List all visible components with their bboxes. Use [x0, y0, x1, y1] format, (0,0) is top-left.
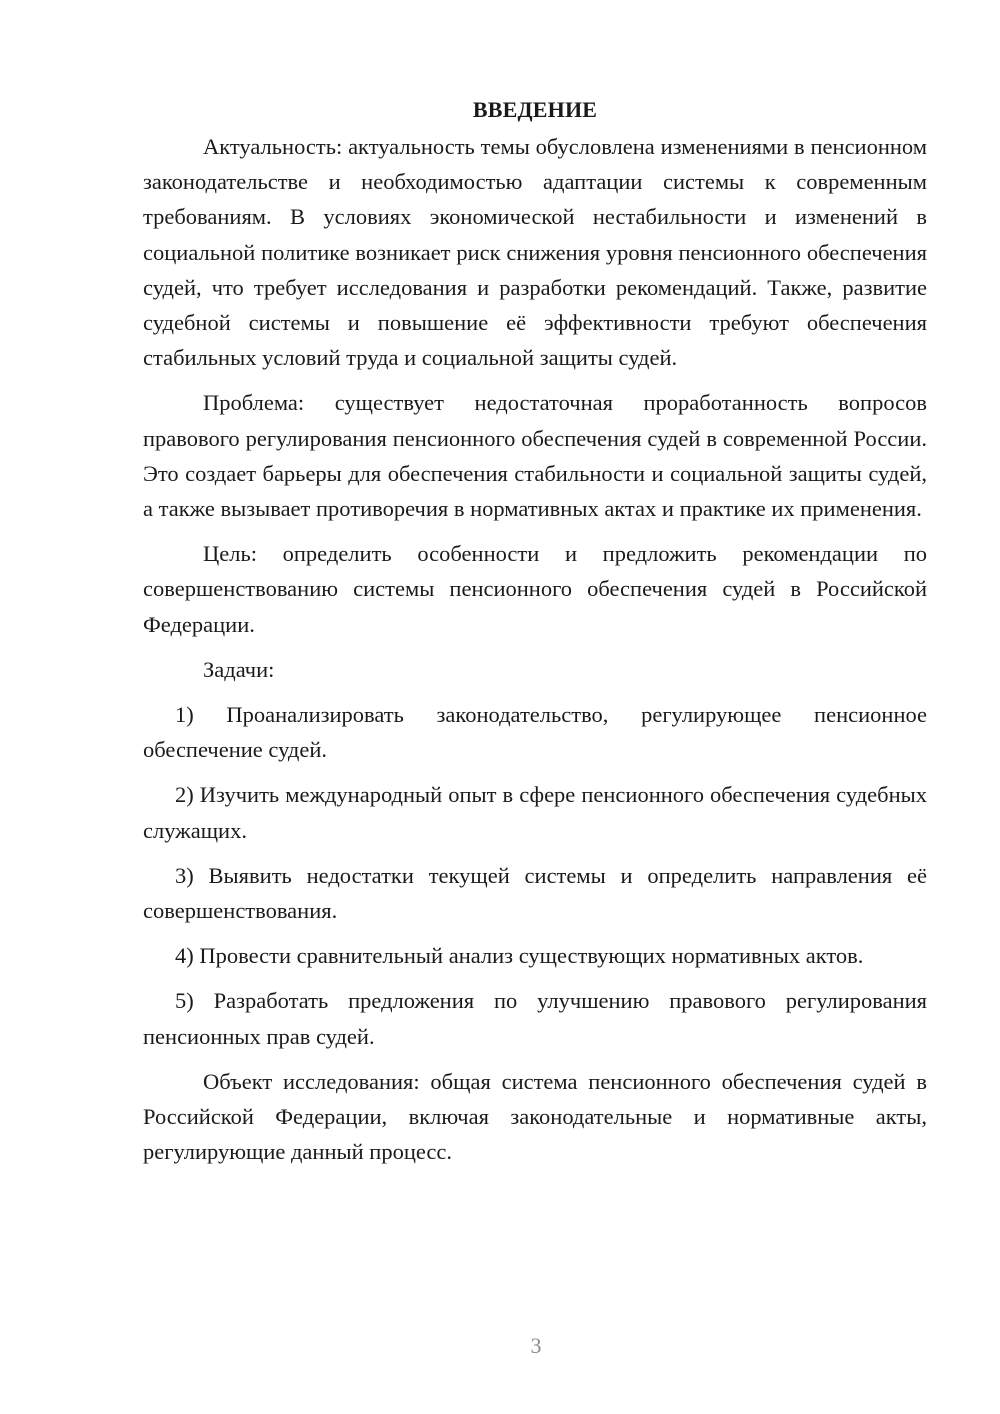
task-item-2: 2) Изучить международный опыт в сфере пенсионного обеспечения судебных служащих. [143, 782, 927, 843]
paragraph-object: Объект исследования: общая система пенсионного обеспечения судей в Российской Федерации, включая законодательные и нормативные акты, регулирующие данный процесс. [143, 1068, 927, 1165]
section-heading: ВВЕДЕНИЕ [472, 97, 598, 122]
page-content [143, 92, 927, 1179]
task-item-1: 1) Проанализировать законодательство, регулирующее пенсионное обеспечение судей. [143, 702, 927, 763]
task-item-5: 5) Разработать предложения по улучшению правового регулирования пенсионных прав судей. [143, 988, 927, 1049]
paragraph-goal: Цель: определить особенности и предложить рекомендации по совершенствованию системы пенсионного обеспечения судей в Российской Федерации. [143, 541, 927, 637]
tasks-label: Задачи: [203, 656, 275, 682]
paragraph-relevance: Актуальность: актуальность темы обусловлена изменениями в пенсионном законодательстве и необходимостью адаптации системы к современным требованиям. В условиях экономической нестабильности и изменений в социальной политике возникает риск снижения уровня пенсионного обеспечения судей, что требует исследования и разработки рекомендаций. Также, развитие судебной системы и повышение её эффективности требуют обеспечения стабильных условий труда и социальной защиты судей. [143, 134, 927, 371]
task-item-3: 3) Выявить недостатки текущей системы и определить направления её совершенствования. [143, 862, 927, 924]
page-number: 3 [530, 1333, 542, 1358]
task-item-4: 4) Провести сравнительный анализ существующих нормативных актов. [175, 943, 864, 969]
paragraph-problem: Проблема: существует недостаточная проработанность вопросов правового регулирования пенсионного обеспечения судей в современной России. Это создает барьеры для обеспечения стабильности и социальной защиты судей, а также вызывает противоречия в нормативных актах и практике их применения. [143, 390, 927, 522]
